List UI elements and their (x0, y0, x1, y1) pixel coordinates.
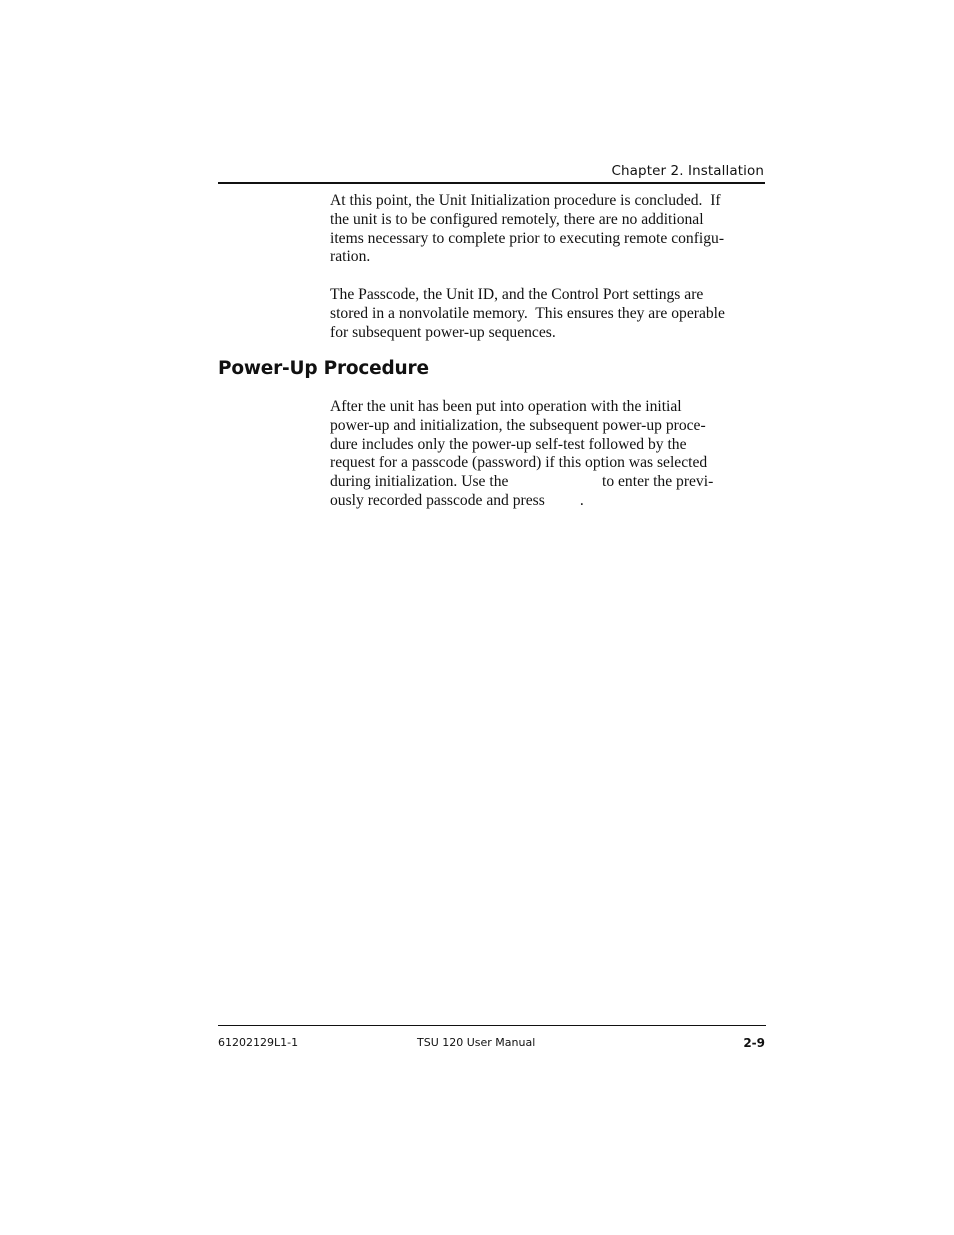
text-line: stored in a nonvolatile memory. This ensures they are operable (330, 304, 725, 322)
paragraph-initialization-concluded (330, 192, 766, 267)
text-line: At this point, the Unit Initialization procedure is concluded. If (330, 192, 721, 209)
text-line: during initialization. Use the to enter the previ- (330, 473, 714, 491)
footer-document-number: 61202129L1-1 (218, 1036, 299, 1049)
text-line: for subsequent power-up sequences. (330, 323, 556, 341)
footer-page-number: 2-9 (743, 1036, 765, 1050)
footer-manual-title: TSU 120 User Manual (417, 1036, 536, 1049)
footer-rule (218, 1025, 766, 1026)
text-line: request for a passcode (password) if this option was selected (330, 454, 708, 472)
running-header: Chapter 2. Installation (611, 163, 764, 179)
section-heading: Power-Up Procedure (218, 358, 429, 379)
text-line: The Passcode, the Unit ID, and the Control Port settings are (330, 286, 704, 303)
text-line: items necessary to complete prior to executing remote configu- (330, 229, 725, 247)
paragraph-power-up (330, 398, 766, 511)
text-line: the unit is to be configured remotely, there are no additional (330, 210, 704, 228)
header-rule (218, 182, 765, 184)
text-line: ously recorded passcode and press . (330, 491, 584, 509)
paragraph-nonvolatile-memory (330, 286, 766, 342)
text-line: dure includes only the power-up self-test followed by the (330, 435, 687, 453)
text-line: power-up and initialization, the subsequent power-up proce- (330, 416, 706, 434)
text-line: ration. (330, 248, 371, 266)
text-line: After the unit has been put into operation with the initial (330, 398, 682, 415)
